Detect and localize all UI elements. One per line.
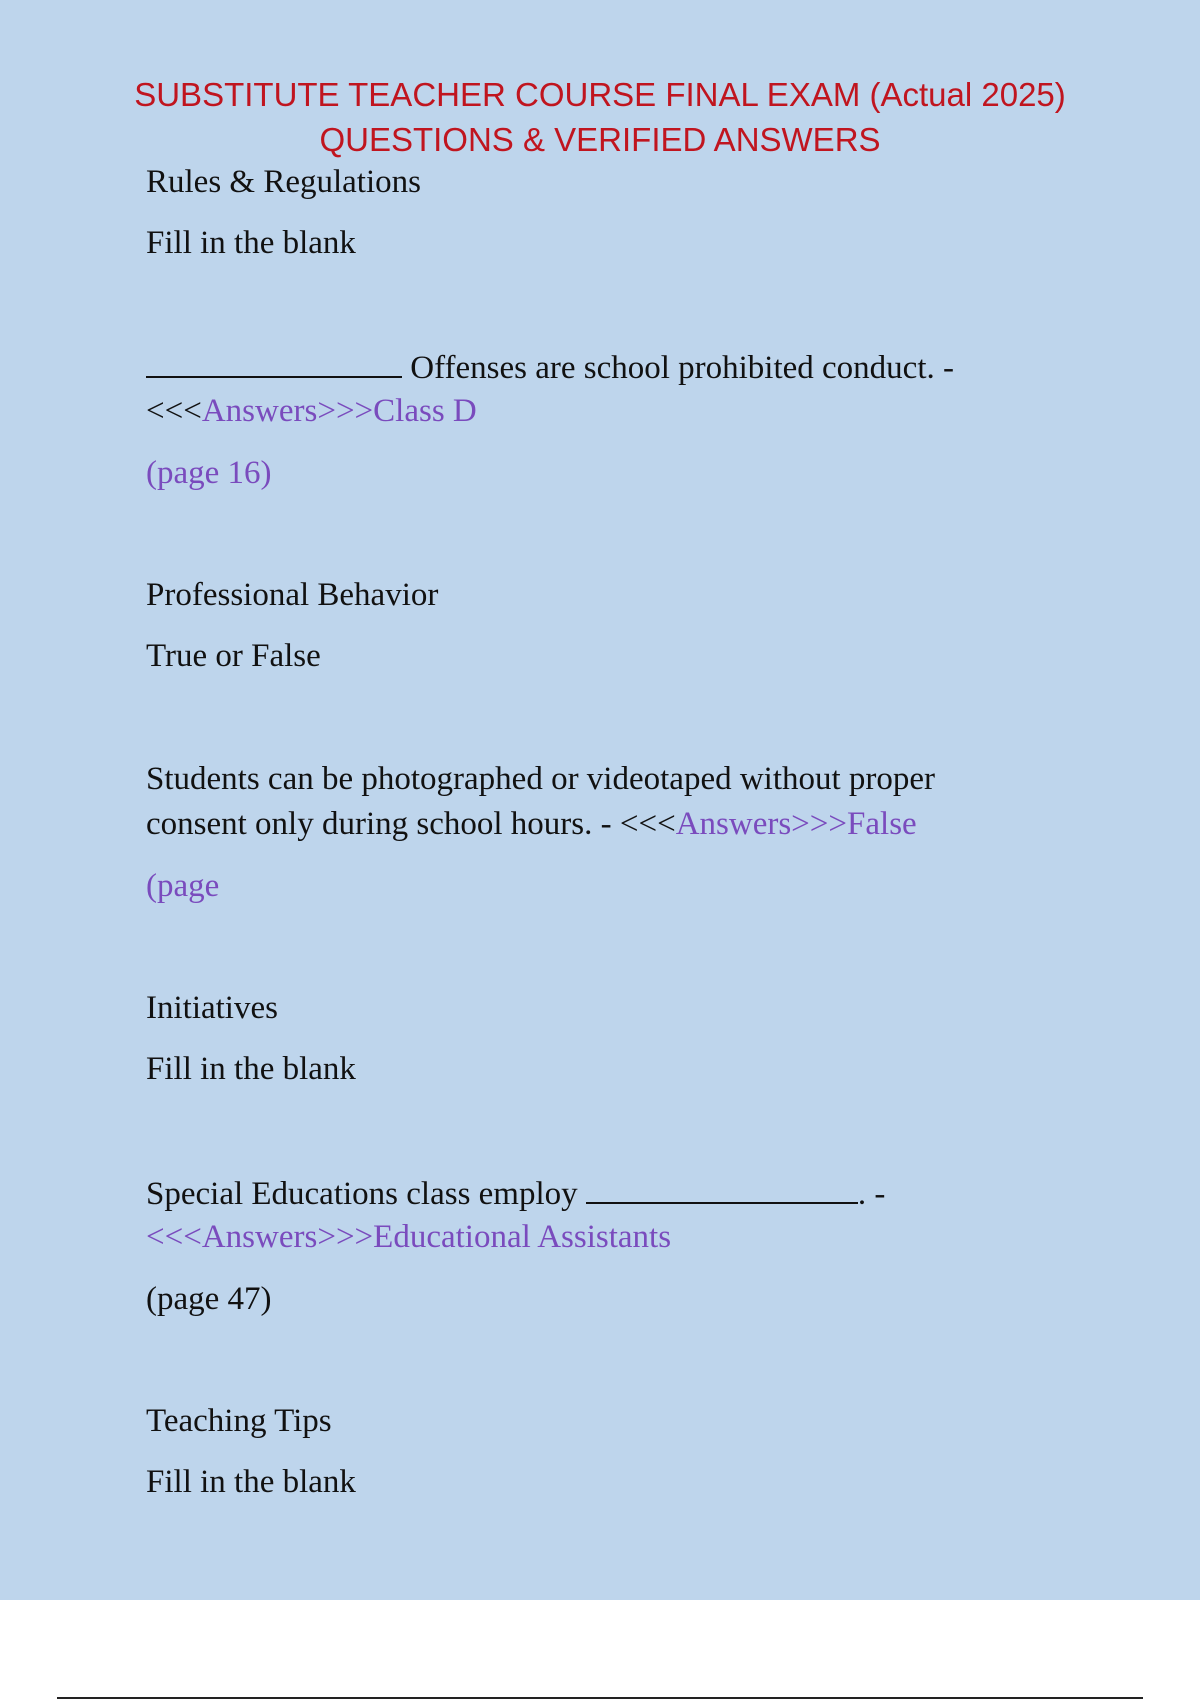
question-text bbox=[146, 346, 954, 388]
page-reference: (page bbox=[146, 868, 220, 904]
answer-value: Class D bbox=[373, 393, 477, 429]
answer-value: Educational Assistants bbox=[373, 1219, 672, 1255]
category-label: Initiatives bbox=[146, 990, 278, 1026]
answer-marker: <<< bbox=[146, 1219, 202, 1255]
footer-divider bbox=[57, 1697, 1143, 1699]
answer-marker: <<< bbox=[146, 393, 202, 429]
document-title: SUBSTITUTE TEACHER COURSE FINAL EXAM (Actual 2025) QUESTIONS & VERIFIED ANSWERS bbox=[134, 76, 1066, 158]
question-suffix: . - bbox=[857, 1176, 886, 1212]
answer-blank bbox=[146, 346, 402, 378]
page-reference: (page 47) bbox=[146, 1281, 272, 1317]
question-type: Fill in the blank bbox=[146, 1464, 356, 1500]
question-text bbox=[146, 1172, 885, 1214]
answer-label: Answers>>> bbox=[201, 1219, 374, 1255]
category-label: Teaching Tips bbox=[146, 1403, 332, 1439]
question-body: consent only during school hours. - bbox=[146, 806, 612, 842]
answer-label: Answers>>> bbox=[201, 393, 374, 429]
question-text-continued bbox=[146, 804, 917, 844]
page-reference: (page 16) bbox=[146, 455, 272, 491]
category-label: Professional Behavior bbox=[146, 577, 439, 613]
question-type: Fill in the blank bbox=[146, 225, 356, 261]
question-text: Students can be photographed or videotaped without proper bbox=[146, 761, 936, 797]
answer-line bbox=[146, 391, 477, 431]
answer-blank bbox=[586, 1172, 858, 1204]
answer-value: False bbox=[847, 806, 917, 842]
question-body: Special Educations class employ bbox=[146, 1176, 578, 1212]
category-label: Rules & Regulations bbox=[146, 164, 421, 200]
question-type: Fill in the blank bbox=[146, 1051, 356, 1087]
question-body: Offenses are school prohibited conduct. - bbox=[410, 350, 954, 386]
answer-label: Answers>>> bbox=[675, 806, 848, 842]
answer-marker: <<< bbox=[619, 806, 676, 842]
question-type: True or False bbox=[146, 638, 321, 674]
answer-line bbox=[146, 1217, 671, 1257]
